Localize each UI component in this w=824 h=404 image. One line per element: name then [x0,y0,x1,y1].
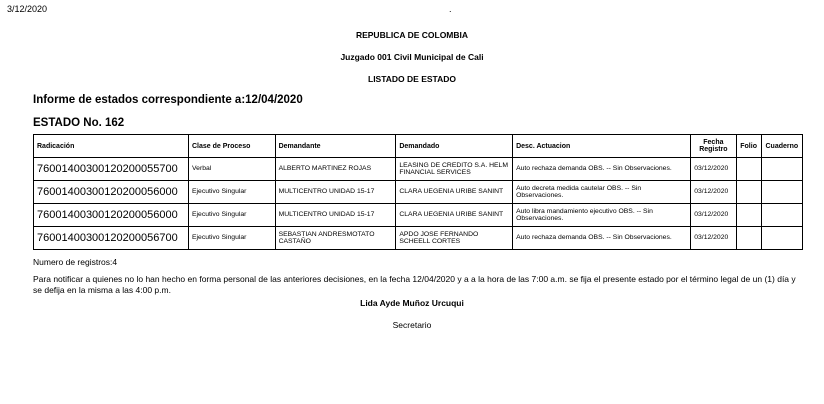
col-demandado: Demandado [396,135,513,158]
cell-clase: Verbal [189,158,276,181]
court-heading: Juzgado 001 Civil Municipal de Cali [340,52,484,62]
header-dot: . [449,4,452,14]
cell-demandado: CLARA UEGENIA URIBE SANINT [396,181,513,204]
cell-radicacion: 76001400300120200056700 [34,227,189,250]
signature-role: Secretario [392,320,432,330]
cell-actuacion: Auto rechaza demanda OBS. -- Sin Observaciones. [513,227,691,250]
cell-cuaderno [761,227,802,250]
cell-radicacion: 76001400300120200056000 [34,181,189,204]
cell-actuacion: Auto libra mandamiento ejecutivo OBS. -- Sin Observaciones. [513,204,691,227]
estado-number: ESTADO No. 162 [33,117,125,129]
signature-name: Lida Ayde Muñoz Urcuqui [360,298,464,308]
country-heading: REPUBLICA DE COLOMBIA [355,30,469,40]
cell-radicacion: 76001400300120200056000 [34,204,189,227]
cell-demandante: MULTICENTRO UNIDAD 15-17 [275,181,396,204]
record-count: Numero de registros:4 [33,257,118,267]
cell-fecha: 03/12/2020 [691,204,736,227]
estado-table [33,134,803,250]
cell-cuaderno [761,181,802,204]
cell-clase: Ejecutivo Singular [189,204,276,227]
col-demandante: Demandante [275,135,396,158]
table-row [34,204,803,227]
table-row [34,227,803,250]
cell-radicacion: 76001400300120200055700 [34,158,189,181]
cell-folio [736,181,761,204]
cell-demandado: CLARA UEGENIA URIBE SANINT [396,204,513,227]
col-radicacion: Radicación [34,135,189,158]
cell-folio [736,204,761,227]
cell-demandante: SEBASTIAN ANDRESMOTATO CASTAÑO [275,227,396,250]
col-folio: Folio [736,135,761,158]
notification-text: Para notificar a quienes no lo han hecho en forma personal de las anteriores decisiones, en la fecha 12/04/2020 y a a la hora de las 7:00 a.m. se fija el presente estado por el término legal de un (1) día y se defija en la misma a las 4:00 p.m. [33,274,796,295]
table-row [34,181,803,204]
cell-demandado: APDO JOSE FERNANDO SCHEELL CORTES [396,227,513,250]
cell-demandante: ALBERTO MARTINEZ ROJAS [275,158,396,181]
cell-demandante: MULTICENTRO UNIDAD 15-17 [275,204,396,227]
cell-cuaderno [761,204,802,227]
cell-demandado: LEASING DE CREDITO S.A. HELM FINANCIAL SERVICES [396,158,513,181]
cell-cuaderno [761,158,802,181]
cell-clase: Ejecutivo Singular [189,227,276,250]
cell-actuacion: Auto rechaza demanda OBS. -- Sin Observaciones. [513,158,691,181]
col-fecha: Fecha Registro [691,135,736,158]
col-clase: Clase de Proceso [189,135,276,158]
table-header-row [34,135,803,158]
cell-fecha: 03/12/2020 [691,227,736,250]
cell-folio [736,227,761,250]
col-cuaderno: Cuaderno [761,135,802,158]
table-row [34,158,803,181]
cell-fecha: 03/12/2020 [691,158,736,181]
col-actuacion: Desc. Actuacion [513,135,691,158]
report-heading: Informe de estados correspondiente a:12/04/2020 [33,94,303,106]
cell-actuacion: Auto decreta medida cautelar OBS. -- Sin Observaciones. [513,181,691,204]
cell-folio [736,158,761,181]
list-title: LISTADO DE ESTADO [368,74,456,84]
print-date: 3/12/2020 [7,4,48,14]
cell-clase: Ejecutivo Singular [189,181,276,204]
cell-fecha: 03/12/2020 [691,181,736,204]
